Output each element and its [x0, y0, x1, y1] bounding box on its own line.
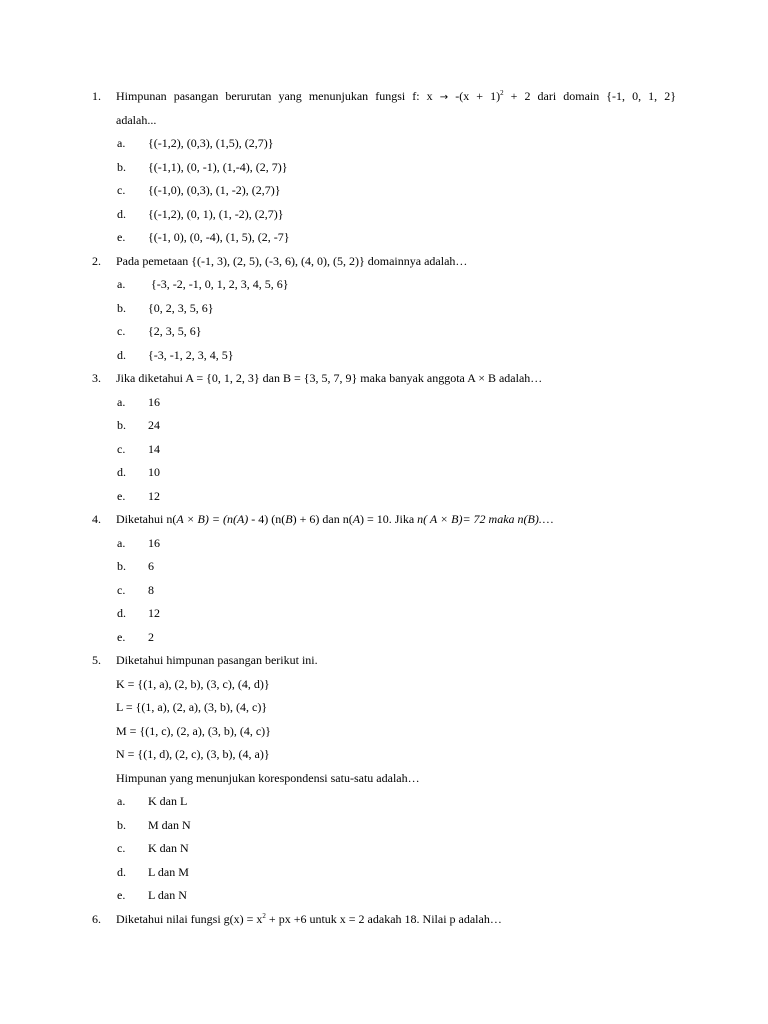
question-number: 5. — [92, 653, 101, 667]
option-letter: c. — [117, 324, 126, 338]
option-3b — [0, 414, 768, 438]
option-letter: a. — [117, 794, 126, 808]
option-text: K dan L — [148, 794, 188, 808]
option-text: {(-1,1), (0, -1), (1,-4), (2, 7)} — [148, 159, 288, 174]
option-letter: b. — [117, 418, 126, 432]
question-text: Diketahui n(A × B) = (n(A) - 4) (n(B) + 6) dan n(A) = 10. Jika n( A × B)= 72 maka n(B).… — [116, 512, 554, 526]
option-letter: d. — [117, 347, 126, 362]
option-text: L dan N — [148, 888, 187, 902]
option-letter: e. — [117, 488, 126, 503]
option-letter: b. — [117, 559, 126, 573]
option-text: K dan N — [148, 841, 189, 855]
option-5b — [0, 814, 768, 838]
option-letter: c. — [117, 582, 126, 597]
option-letter: e. — [117, 230, 126, 244]
option-text: {0, 2, 3, 5, 6} — [148, 300, 214, 315]
arrow-icon: → — [439, 92, 449, 103]
option-text: M dan N — [148, 817, 191, 832]
option-2d — [0, 344, 768, 368]
option-5a — [0, 790, 768, 814]
question-text: Himpunan yang menunjukan korespondensi satu-satu adalah… — [116, 770, 420, 785]
option-text: 12 — [148, 606, 160, 620]
option-text: {-3, -2, -1, 0, 1, 2, 3, 4, 5, 6} — [148, 277, 289, 291]
set-definition: L = {(1, a), (2, a), (3, b), (4, c)} — [116, 700, 268, 714]
option-text: 24 — [148, 418, 160, 432]
option-4c — [0, 579, 768, 603]
question-1-continuation — [0, 109, 768, 133]
set-l — [0, 696, 768, 720]
question-6 — [0, 908, 768, 932]
option-text: 14 — [148, 441, 160, 456]
option-text: 16 — [148, 394, 160, 409]
option-letter: b. — [117, 300, 126, 315]
question-text: Jika diketahui A = {0, 1, 2, 3} dan B = {3, 5, 7, 9} maka banyak anggota A × B adalah… — [116, 371, 543, 385]
question-number: 6. — [92, 911, 101, 926]
option-text: 2 — [148, 629, 154, 644]
question-text: Diketahui nilai fungsi $g(x) = x^2$ + px +6 untuk x = 2 adakah 18. Nilai p adalah… — [116, 911, 502, 926]
question-text: Diketahui himpunan pasangan berikut ini. — [116, 653, 318, 667]
option-text: {(-1,2), (0,3), (1,5), (2,7)} — [148, 136, 274, 150]
set-k — [0, 673, 768, 697]
option-1d — [0, 203, 768, 227]
option-text: {2, 3, 5, 6} — [148, 324, 202, 338]
option-text: 10 — [148, 465, 160, 479]
question-1 — [0, 85, 768, 109]
option-letter: d. — [117, 864, 126, 879]
question-5 — [0, 649, 768, 673]
set-definition: M = {(1, c), (2, a), (3, b), (4, c)} — [116, 723, 271, 738]
option-letter: b. — [117, 159, 126, 174]
option-letter: d. — [117, 606, 126, 620]
question-number: 4. — [92, 512, 101, 526]
question-number: 1. — [92, 89, 101, 103]
option-2c — [0, 320, 768, 344]
option-letter: c. — [117, 441, 126, 456]
question-number: 3. — [92, 371, 101, 385]
option-3a — [0, 391, 768, 415]
option-2b — [0, 297, 768, 321]
option-letter: a. — [117, 136, 126, 150]
option-text: {(-1, 0), (0, -4), (1, 5), (2, -7} — [148, 230, 290, 244]
question-text: adalah... — [116, 112, 157, 127]
option-letter: d. — [117, 206, 126, 221]
set-definition: N = {(1, d), (2, c), (3, b), (4, a)} — [116, 747, 270, 761]
question-5-prompt — [0, 767, 768, 791]
option-5c — [0, 837, 768, 861]
option-letter: a. — [117, 394, 126, 409]
option-4d — [0, 602, 768, 626]
option-letter: c. — [117, 841, 126, 855]
option-text: 6 — [148, 559, 154, 573]
option-4a — [0, 532, 768, 556]
option-4b — [0, 555, 768, 579]
option-letter: b. — [117, 817, 126, 832]
question-number: 2. — [92, 253, 101, 268]
question-text: Himpunan pasangan berurutan yang menunjukan fungsi f: $x \to -(x + 1)^2 + 2$ dari domain {-1, 0, 1, 2} — [116, 89, 676, 103]
option-text: 12 — [148, 488, 160, 503]
set-n — [0, 743, 768, 767]
option-letter: e. — [117, 888, 126, 902]
option-letter: d. — [117, 465, 126, 479]
question-3 — [0, 367, 768, 391]
option-text: 16 — [148, 535, 160, 550]
option-3c — [0, 438, 768, 462]
option-text: {-3, -1, 2, 3, 4, 5} — [148, 347, 234, 362]
option-letter: a. — [117, 277, 126, 291]
option-text: L dan M — [148, 864, 189, 879]
option-1c — [0, 179, 768, 203]
option-letter: e. — [117, 629, 126, 644]
option-4e — [0, 626, 768, 650]
question-2 — [0, 250, 768, 274]
option-letter: a. — [117, 535, 126, 550]
option-text: {(-1,2), (0, 1), (1, -2), (2,7)} — [148, 206, 284, 221]
option-3e — [0, 485, 768, 509]
option-2a — [0, 273, 768, 297]
option-text: {(-1,0), (0,3), (1, -2), (2,7)} — [148, 183, 281, 197]
option-5e — [0, 884, 768, 908]
question-4 — [0, 508, 768, 532]
option-1b — [0, 156, 768, 180]
option-5d — [0, 861, 768, 885]
set-definition: K = {(1, a), (2, b), (3, c), (4, d)} — [116, 676, 270, 691]
option-1e — [0, 226, 768, 250]
option-text: 8 — [148, 582, 154, 597]
set-m — [0, 720, 768, 744]
option-3d — [0, 461, 768, 485]
question-text: Pada pemetaan {(-1, 3), (2, 5), (-3, 6), (4, 0), (5, 2)} domainnya adalah… — [116, 253, 468, 268]
worksheet — [0, 85, 768, 931]
option-1a — [0, 132, 768, 156]
option-letter: c. — [117, 183, 126, 197]
